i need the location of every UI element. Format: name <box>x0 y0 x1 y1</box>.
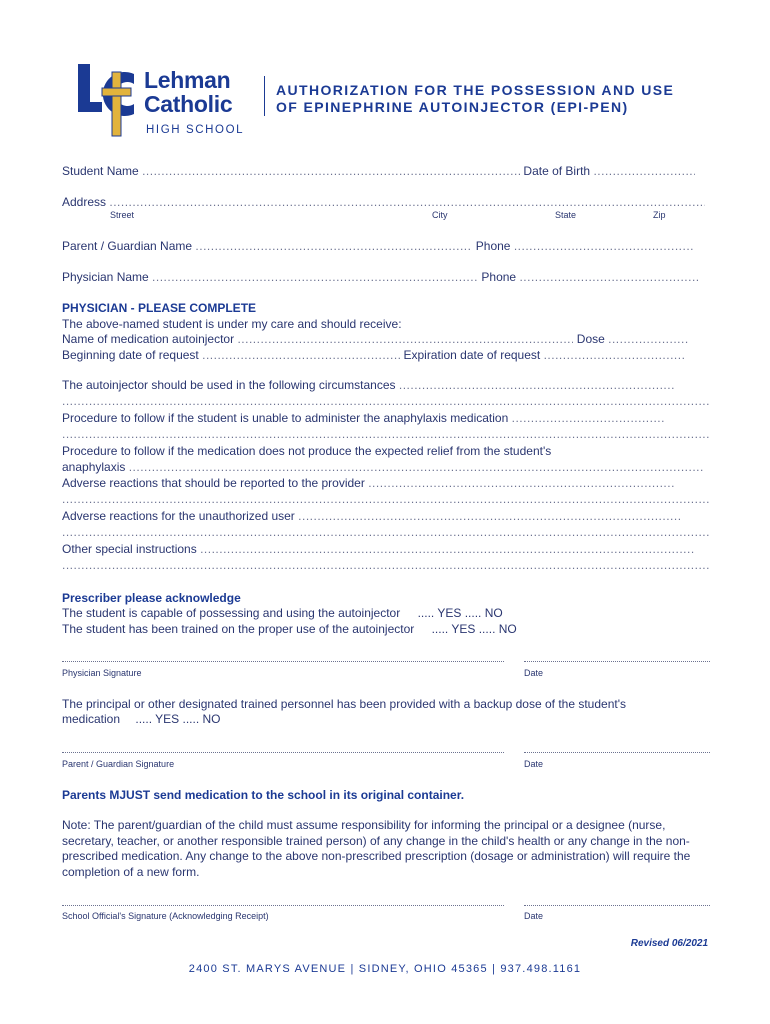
street-caption: Street <box>110 210 135 220</box>
state-caption: State <box>555 210 577 220</box>
guardian-date-line[interactable] <box>524 752 710 753</box>
student-name-row[interactable] <box>62 164 710 179</box>
address-label: Address <box>62 195 107 209</box>
trained-row[interactable] <box>62 622 710 637</box>
other-instructions-row[interactable] <box>62 542 710 557</box>
official-date-line[interactable] <box>524 905 710 906</box>
official-signature-line[interactable] <box>62 905 504 906</box>
other-instructions-cont[interactable] <box>62 558 710 573</box>
expire-date-field[interactable] <box>544 348 684 363</box>
address-row[interactable] <box>62 195 710 210</box>
backup-text: The principal or other designated trained personnel has been provided with a backup dose of the student's <box>62 697 626 711</box>
guardian-date-caption: Date <box>524 759 544 769</box>
physician-name-field[interactable] <box>152 270 478 285</box>
student-name-label: Student Name <box>62 164 139 178</box>
other-instructions-field-2[interactable] <box>62 558 710 573</box>
physician-intro: The above-named student is under my care and should receive: <box>62 317 402 331</box>
backup-text-2: medication <box>62 712 121 726</box>
guardian-signature-line[interactable] <box>62 752 504 753</box>
dose-field[interactable] <box>608 332 688 347</box>
city-caption: City <box>432 210 448 220</box>
physician-name-label: Physician Name <box>62 270 149 284</box>
guardian-phone-field[interactable] <box>514 239 694 254</box>
begin-date-field[interactable] <box>202 348 400 363</box>
lc-cross-icon <box>76 62 142 138</box>
procedure-relief-row[interactable] <box>62 460 710 475</box>
adverse-provider-label: Adverse reactions that should be reported to the provider <box>62 476 365 490</box>
procedure-relief-label: Procedure to follow if the medication does not produce the expected relief from the student's <box>62 444 552 458</box>
medication-name-field[interactable] <box>237 332 573 347</box>
procedure-unable-row[interactable] <box>62 411 710 426</box>
circumstances-row[interactable] <box>62 378 710 393</box>
begin-date-label: Beginning date of request <box>62 348 199 362</box>
capable-label: The student is capable of possessing and using the autoinjector <box>62 606 401 620</box>
adverse-unauth-field[interactable] <box>298 509 682 524</box>
adverse-provider-cont[interactable] <box>62 492 710 507</box>
medication-name-label: Name of medication autoinjector <box>62 332 235 346</box>
physician-phone-label: Phone <box>481 270 517 284</box>
circumstances-field-2[interactable] <box>62 394 710 409</box>
official-signature-caption: School Official's Signature (Acknowledging Receipt) <box>62 911 269 921</box>
school-address-footer: 2400 ST. MARYS AVENUE | SIDNEY, OHIO 45365 | 937.498.1161 <box>188 963 582 975</box>
procedure-unable-cont[interactable] <box>62 427 710 442</box>
procedure-relief-label-2: anaphylaxis <box>62 460 126 474</box>
adverse-unauth-cont[interactable] <box>62 525 710 540</box>
request-dates-row[interactable] <box>62 348 710 363</box>
circumstances-label: The autoinjector should be used in the following circumstances <box>62 378 396 392</box>
dose-label: Dose <box>576 332 605 346</box>
prescriber-heading: Prescriber please acknowledge <box>62 591 241 605</box>
guardian-row[interactable] <box>62 239 710 254</box>
capable-yes-no[interactable]: ..... YES ..... NO <box>417 606 503 620</box>
physician-signature-line[interactable] <box>62 661 504 662</box>
physician-date-line[interactable] <box>524 661 710 662</box>
physician-phone-field[interactable] <box>519 270 699 285</box>
trained-label: The student has been trained on the proper use of the autoinjector <box>62 622 415 636</box>
guardian-phone-label: Phone <box>475 239 511 253</box>
adverse-provider-row[interactable] <box>62 476 710 491</box>
physician-section-heading: PHYSICIAN - PLEASE COMPLETE <box>62 301 257 315</box>
adverse-provider-field-2[interactable] <box>62 492 710 507</box>
revision-date: Revised 06/2021 <box>630 938 708 949</box>
form-title <box>276 82 674 116</box>
procedure-unable-label: Procedure to follow if the student is unable to administer the anaphylaxis medication <box>62 411 509 425</box>
backup-yes-no[interactable]: ..... YES ..... NO <box>135 712 221 726</box>
header-divider <box>264 76 265 116</box>
school-logo <box>76 62 266 142</box>
adverse-unauth-label: Adverse reactions for the unauthorized user <box>62 509 295 523</box>
procedure-unable-field[interactable] <box>512 411 664 426</box>
capable-row[interactable] <box>62 606 710 621</box>
dob-label: Date of Birth <box>523 164 591 178</box>
circumstances-cont[interactable] <box>62 394 710 409</box>
original-container-notice: Parents MJUST send medication to the school in its original container. <box>62 788 465 802</box>
physician-row[interactable] <box>62 270 710 285</box>
address-field[interactable] <box>109 195 705 210</box>
official-date-caption: Date <box>524 911 544 921</box>
trained-yes-no[interactable]: ..... YES ..... NO <box>431 622 517 636</box>
zip-caption: Zip <box>653 210 666 220</box>
title-line-1: AUTHORIZATION FOR THE POSSESSION AND USE <box>276 82 675 98</box>
other-instructions-label: Other special instructions <box>62 542 197 556</box>
procedure-unable-field-2[interactable] <box>62 427 710 442</box>
logo-school: HIGH SCHOOL <box>146 124 245 136</box>
backup-row[interactable] <box>62 712 710 727</box>
other-instructions-field[interactable] <box>200 542 694 557</box>
logo-line-1: Lehman <box>144 67 231 93</box>
guardian-name-label: Parent / Guardian Name <box>62 239 193 253</box>
student-name-field[interactable] <box>142 164 520 179</box>
physician-date-caption: Date <box>524 668 544 678</box>
guardian-name-field[interactable] <box>195 239 472 254</box>
dob-field[interactable] <box>593 164 695 179</box>
adverse-unauth-row[interactable] <box>62 509 710 524</box>
expire-date-label: Expiration date of request <box>403 348 541 362</box>
circumstances-field[interactable] <box>399 378 675 393</box>
procedure-relief-field[interactable] <box>129 460 703 475</box>
guardian-signature-caption: Parent / Guardian Signature <box>62 759 175 769</box>
logo-line-2: Catholic <box>144 91 233 117</box>
adverse-provider-field[interactable] <box>368 476 674 491</box>
medication-row[interactable] <box>62 332 710 347</box>
adverse-unauth-field-2[interactable] <box>62 525 710 540</box>
physician-signature-caption: Physician Signature <box>62 668 142 678</box>
title-line-2: OF EPINEPHRINE AUTOINJECTOR (EPI-PEN) <box>276 99 629 115</box>
guardian-note: Note: The parent/guardian of the child must assume responsibility for informing the principal or a designee (nurse, secretary, teacher, or another responsible trained person) of any change in the child's health or any change in the non-prescribed medication. Any change to the above non-prescribed prescription (dosage or administration) will require the completion of a new form. <box>62 818 691 879</box>
